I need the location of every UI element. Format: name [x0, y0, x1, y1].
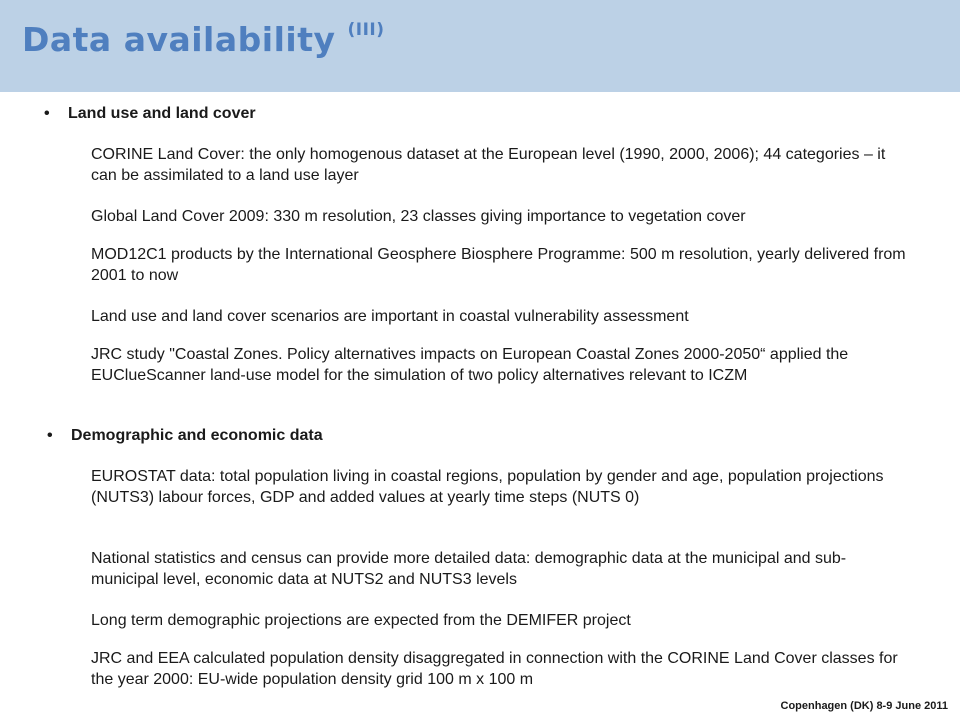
- title-text: Data availability: [22, 20, 336, 59]
- bullet-icon: •: [44, 105, 50, 122]
- footer-text: Copenhagen (DK) 8-9 June 2011: [780, 700, 948, 712]
- paragraph-corine: CORINE Land Cover: the only homogenous dataset at the European level (1990, 2000, 2006); 44 categories – it can be assimilated to a land use layer: [91, 146, 886, 184]
- page-title: [22, 20, 385, 59]
- paragraph-mod12c1: MOD12C1 products by the International Geosphere Biosphere Programme: 500 m resolution, yearly delivered from 2001 to now: [91, 246, 906, 284]
- paragraph-eurostat: EUROSTAT data: total population living in coastal regions, population by gender and age, population projections (NUTS3) labour forces, GDP and added values at yearly time steps (NUTS 0): [91, 468, 884, 506]
- section-heading-text: Land use and land cover: [68, 105, 256, 122]
- section-heading-land-use: [44, 105, 256, 123]
- section-heading-demographic: [47, 427, 323, 445]
- bullet-icon: •: [47, 427, 53, 444]
- paragraph-scenarios: Land use and land cover scenarios are important in coastal vulnerability assessment: [91, 308, 689, 325]
- section-heading-text: Demographic and economic data: [71, 427, 323, 444]
- paragraph-national-statistics: National statistics and census can provide more detailed data: demographic data at the municipal and sub-municipal level, economic data at NUTS2 and NUTS3 levels: [91, 550, 847, 588]
- header-bar: [0, 0, 960, 92]
- paragraph-jrc-study: JRC study "Coastal Zones. Policy alternatives impacts on European Coastal Zones 2000-2050“ applied the EUClueScanner land-use model for the simulation of two policy alternatives relevant to ICZM: [91, 346, 849, 384]
- paragraph-demifer: Long term demographic projections are expected from the DEMIFER project: [91, 612, 631, 629]
- paragraph-global-land-cover: Global Land Cover 2009: 330 m resolution, 23 classes giving importance to vegetation cover: [91, 208, 746, 225]
- title-superscript: (III): [347, 20, 385, 40]
- paragraph-jrc-eea: JRC and EEA calculated population density disaggregated in connection with the CORINE Land Cover classes for the year 2000: EU-wide population density grid 100 m x 100 m: [91, 650, 898, 688]
